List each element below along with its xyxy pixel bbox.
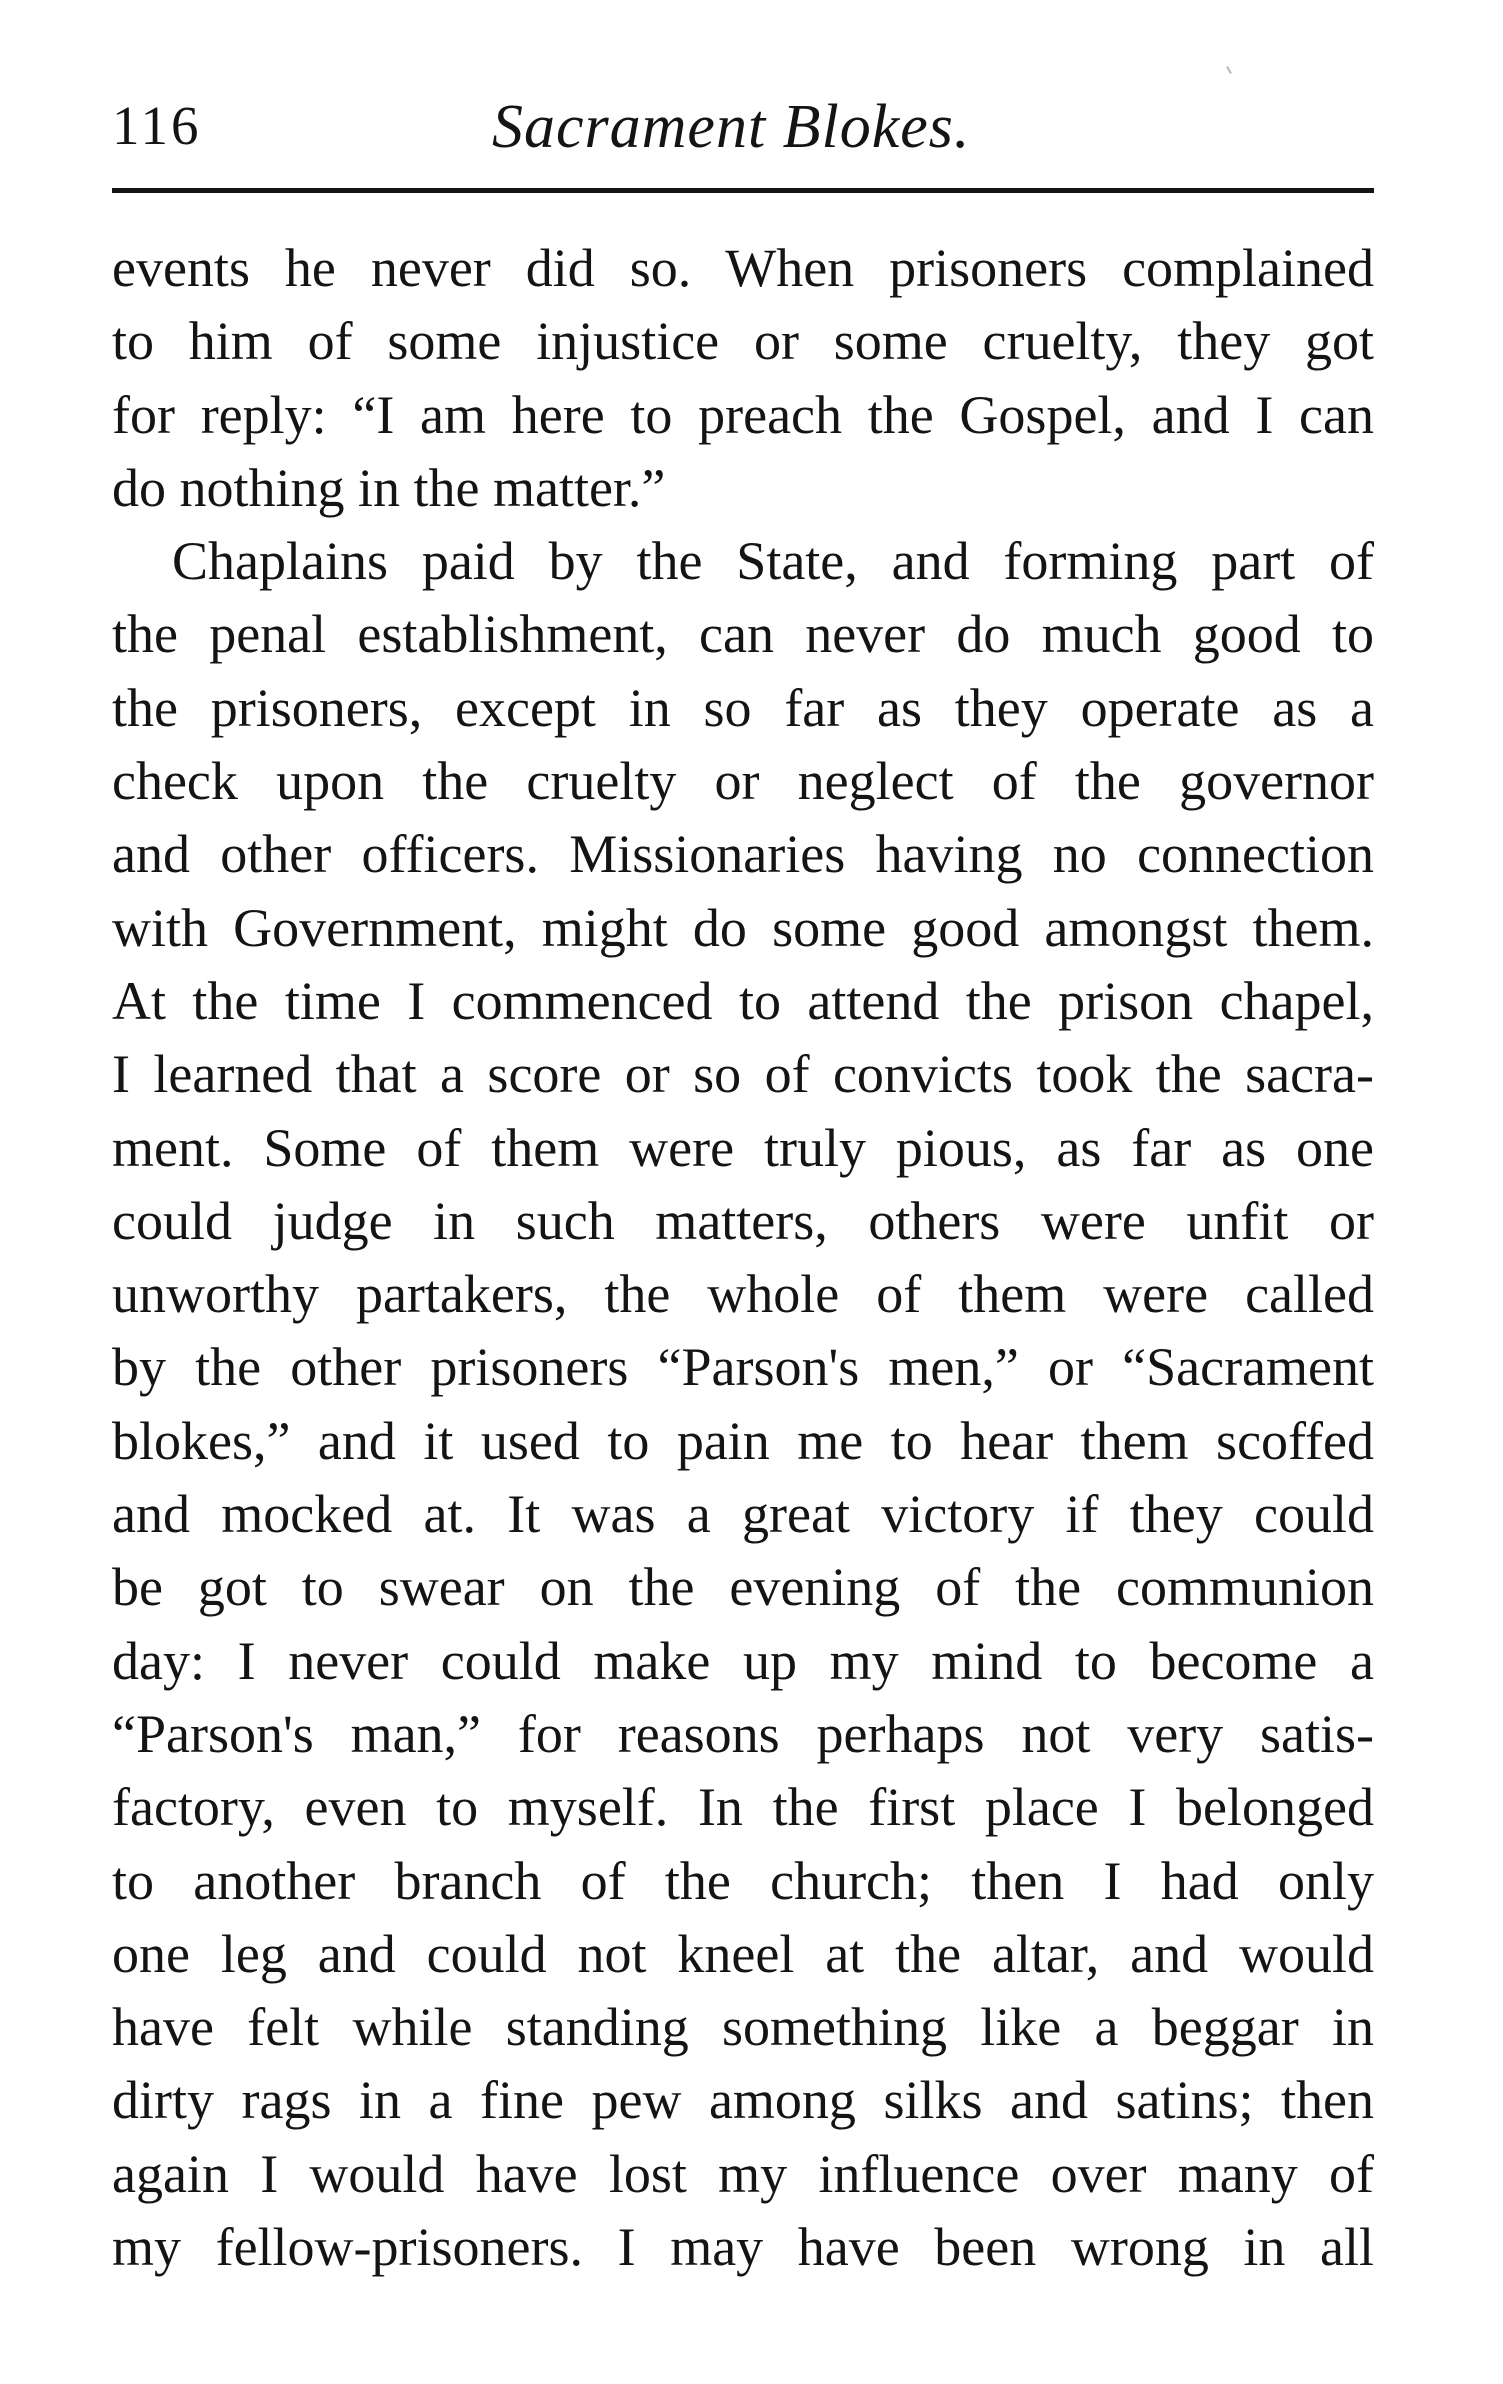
text-line: factory, even to myself. In the first place I belonged xyxy=(112,1777,1374,1838)
text-line: ment. Some of them were truly pious, as far as one xyxy=(112,1117,1374,1178)
header-rule xyxy=(112,188,1374,193)
text-line: unworthy partakers, the whole of them were called xyxy=(112,1264,1374,1325)
text-line: and mocked at. It was a great victory if they could xyxy=(112,1484,1374,1545)
paper-speck xyxy=(1226,66,1232,74)
text-line: and other officers. Missionaries having no connection xyxy=(112,824,1374,885)
text-line: my fellow-prisoners. I may have been wrong in all xyxy=(112,2217,1374,2278)
text-line: At the time I commenced to attend the prison chapel, xyxy=(112,970,1374,1031)
text-line: for reply: “I am here to preach the Gospel, and I can xyxy=(112,384,1374,445)
text-line: I learned that a score or so of convicts took the sacra- xyxy=(112,1044,1374,1105)
text-line: to another branch of the church; then I had only xyxy=(112,1850,1374,1911)
text-line: one leg and could not kneel at the altar, and would xyxy=(112,1923,1374,1984)
text-line: be got to swear on the evening of the communion xyxy=(112,1557,1374,1618)
text-line: the prisoners, except in so far as they operate as a xyxy=(112,677,1374,738)
page-header xyxy=(112,88,1374,168)
text-line: the penal establishment, can never do much good to xyxy=(112,604,1374,665)
text-line: again I would have lost my influence over many of xyxy=(112,2143,1374,2204)
text-line: have felt while standing something like a beggar in xyxy=(112,1997,1374,2058)
text-line: with Government, might do some good amongst them. xyxy=(112,897,1374,958)
text-line: “Parson's man,” for reasons perhaps not very satis- xyxy=(112,1703,1374,1764)
paragraph-start-line: Chaplains paid by the State, and forming part of xyxy=(172,531,1374,592)
body-text xyxy=(112,232,1374,2284)
text-line: by the other prisoners “Parson's men,” or “Sacrament xyxy=(112,1337,1374,1398)
text-line: do nothing in the matter.” xyxy=(112,457,666,518)
text-line: check upon the cruelty or neglect of the governor xyxy=(112,751,1374,812)
text-line: blokes,” and it used to pain me to hear them scoffed xyxy=(112,1410,1374,1471)
running-title: Sacrament Blokes. xyxy=(492,93,971,161)
text-line: to him of some injustice or some cruelty, they got xyxy=(112,311,1374,372)
text-line: day: I never could make up my mind to become a xyxy=(112,1630,1374,1691)
text-line: events he never did so. When prisoners complained xyxy=(112,238,1374,298)
text-line: could judge in such matters, others were unfit or xyxy=(112,1190,1374,1251)
page-number: 116 xyxy=(112,95,202,156)
text-line: dirty rags in a fine pew among silks and satins; then xyxy=(112,2070,1374,2131)
